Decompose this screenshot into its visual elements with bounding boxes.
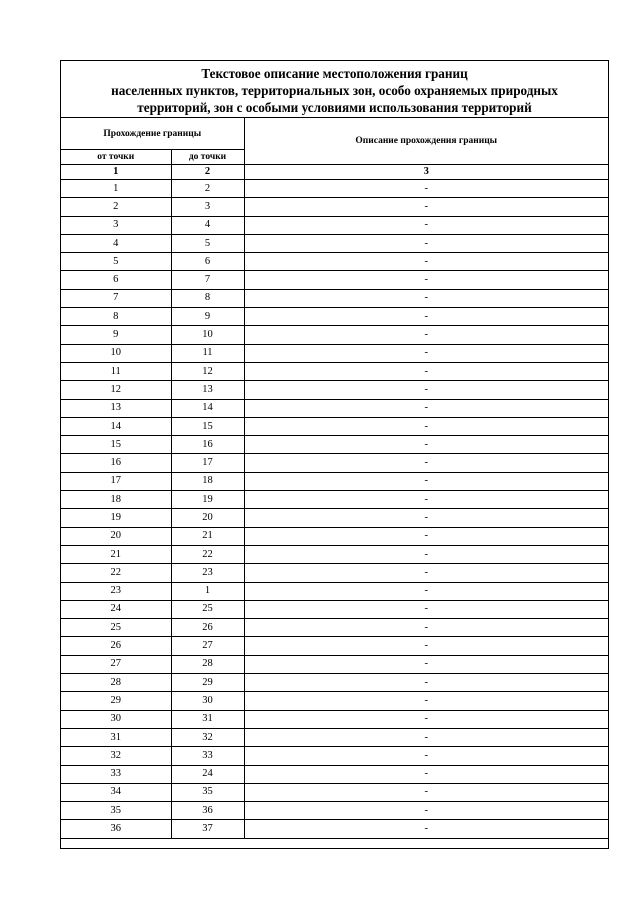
document-title [61,61,608,118]
table-row [61,216,608,234]
from-point-cell: 16 [61,454,171,472]
to-point-cell: 13 [171,381,244,399]
description-cell: - [244,564,608,582]
table-row [61,582,608,600]
description-cell: - [244,728,608,746]
table-row [61,637,608,655]
description-cell: - [244,802,608,820]
from-point-cell: 10 [61,344,171,362]
to-point-cell: 12 [171,362,244,380]
table-row [61,180,608,198]
description-cell: - [244,417,608,435]
from-point-cell: 27 [61,655,171,673]
description-cell: - [244,454,608,472]
description-cell: - [244,545,608,563]
to-point-cell: 21 [171,527,244,545]
column-number: 3 [244,165,608,180]
table-row [61,472,608,490]
description-cell: - [244,619,608,637]
table-row [61,527,608,545]
from-point-cell: 22 [61,564,171,582]
to-point-cell: 8 [171,289,244,307]
from-point-cell: 26 [61,637,171,655]
table-row [61,802,608,820]
description-cell: - [244,180,608,198]
description-cell: - [244,783,608,801]
table-row [61,564,608,582]
from-point-cell: 13 [61,399,171,417]
table-row [61,820,608,838]
table-bottom-strip [61,838,608,848]
table-row [61,491,608,509]
to-point-cell: 2 [171,180,244,198]
to-point-cell: 1 [171,582,244,600]
to-point-cell: 20 [171,509,244,527]
from-point-cell: 32 [61,747,171,765]
description-cell: - [244,362,608,380]
to-point-cell: 4 [171,216,244,234]
boundary-passage-header: Прохождение границы [61,118,244,150]
description-cell: - [244,326,608,344]
from-point-cell: 34 [61,783,171,801]
from-point-cell: 23 [61,582,171,600]
column-number: 1 [61,165,171,180]
to-point-cell: 9 [171,308,244,326]
table-row [61,362,608,380]
to-point-cell: 15 [171,417,244,435]
description-cell: - [244,674,608,692]
table-row [61,454,608,472]
table-row [61,655,608,673]
from-point-cell: 1 [61,180,171,198]
from-point-cell: 18 [61,491,171,509]
from-point-cell: 8 [61,308,171,326]
from-point-cell: 6 [61,271,171,289]
description-cell: - [244,436,608,454]
description-cell: - [244,491,608,509]
title-line-1: Текстовое описание местоположения границ [201,66,468,81]
to-point-cell: 5 [171,234,244,252]
description-cell: - [244,399,608,417]
to-point-cell: 29 [171,674,244,692]
description-cell: - [244,381,608,399]
from-point-cell: 7 [61,289,171,307]
to-point-cell: 22 [171,545,244,563]
table-row [61,710,608,728]
description-cell: - [244,600,608,618]
description-cell: - [244,692,608,710]
table-row [61,399,608,417]
to-point-cell: 27 [171,637,244,655]
to-point-cell: 16 [171,436,244,454]
from-point-cell: 29 [61,692,171,710]
description-cell: - [244,198,608,216]
description-cell: - [244,765,608,783]
to-point-cell: 28 [171,655,244,673]
from-point-cell: 11 [61,362,171,380]
boundary-table [61,118,608,839]
description-cell: - [244,289,608,307]
from-point-cell: 24 [61,600,171,618]
to-point-cell: 32 [171,728,244,746]
to-point-cell: 36 [171,802,244,820]
description-cell: - [244,655,608,673]
to-point-cell: 11 [171,344,244,362]
description-cell: - [244,527,608,545]
table-row [61,747,608,765]
to-point-cell: 18 [171,472,244,490]
header-row-1 [61,118,608,150]
table-row [61,326,608,344]
description-cell: - [244,710,608,728]
description-cell: - [244,472,608,490]
column-number-row [61,165,608,180]
table-row [61,253,608,271]
from-point-cell: 3 [61,216,171,234]
description-cell: - [244,582,608,600]
table-row [61,417,608,435]
from-point-cell: 36 [61,820,171,838]
description-cell: - [244,234,608,252]
table-row [61,765,608,783]
description-cell: - [244,344,608,362]
table-row [61,381,608,399]
from-point-cell: 21 [61,545,171,563]
from-point-cell: 33 [61,765,171,783]
to-point-cell: 6 [171,253,244,271]
to-point-cell: 37 [171,820,244,838]
document-frame [60,60,609,849]
table-row [61,600,608,618]
from-point-cell: 12 [61,381,171,399]
table-row [61,308,608,326]
from-point-cell: 28 [61,674,171,692]
to-point-cell: 30 [171,692,244,710]
from-point-cell: 5 [61,253,171,271]
from-point-cell: 19 [61,509,171,527]
table-row [61,619,608,637]
table-row [61,674,608,692]
table-row [61,728,608,746]
table-row [61,692,608,710]
from-point-cell: 2 [61,198,171,216]
to-point-cell: 10 [171,326,244,344]
table-row [61,344,608,362]
from-point-cell: 4 [61,234,171,252]
from-point-cell: 9 [61,326,171,344]
to-point-cell: 3 [171,198,244,216]
to-point-cell: 14 [171,399,244,417]
table-row [61,289,608,307]
description-cell: - [244,820,608,838]
table-row [61,783,608,801]
from-point-header: от точки [61,150,171,165]
to-point-cell: 25 [171,600,244,618]
table-row [61,436,608,454]
description-cell: - [244,271,608,289]
description-cell: - [244,637,608,655]
description-cell: - [244,253,608,271]
table-row [61,545,608,563]
to-point-cell: 7 [171,271,244,289]
to-point-cell: 31 [171,710,244,728]
from-point-cell: 15 [61,436,171,454]
description-cell: - [244,509,608,527]
from-point-cell: 20 [61,527,171,545]
to-point-header: до точки [171,150,244,165]
to-point-cell: 33 [171,747,244,765]
to-point-cell: 19 [171,491,244,509]
from-point-cell: 31 [61,728,171,746]
description-header: Описание прохождения границы [244,118,608,165]
column-number: 2 [171,165,244,180]
to-point-cell: 17 [171,454,244,472]
title-line-2: населенных пунктов, территориальных зон, особо охраняемых природных [111,83,558,98]
from-point-cell: 35 [61,802,171,820]
from-point-cell: 14 [61,417,171,435]
to-point-cell: 26 [171,619,244,637]
from-point-cell: 25 [61,619,171,637]
description-cell: - [244,216,608,234]
table-row [61,509,608,527]
from-point-cell: 30 [61,710,171,728]
description-cell: - [244,308,608,326]
to-point-cell: 24 [171,765,244,783]
table-row [61,271,608,289]
description-cell: - [244,747,608,765]
to-point-cell: 23 [171,564,244,582]
table-row [61,198,608,216]
to-point-cell: 35 [171,783,244,801]
table-row [61,234,608,252]
from-point-cell: 17 [61,472,171,490]
title-line-3: территорий, зон с особыми условиями использования территорий [137,100,532,115]
